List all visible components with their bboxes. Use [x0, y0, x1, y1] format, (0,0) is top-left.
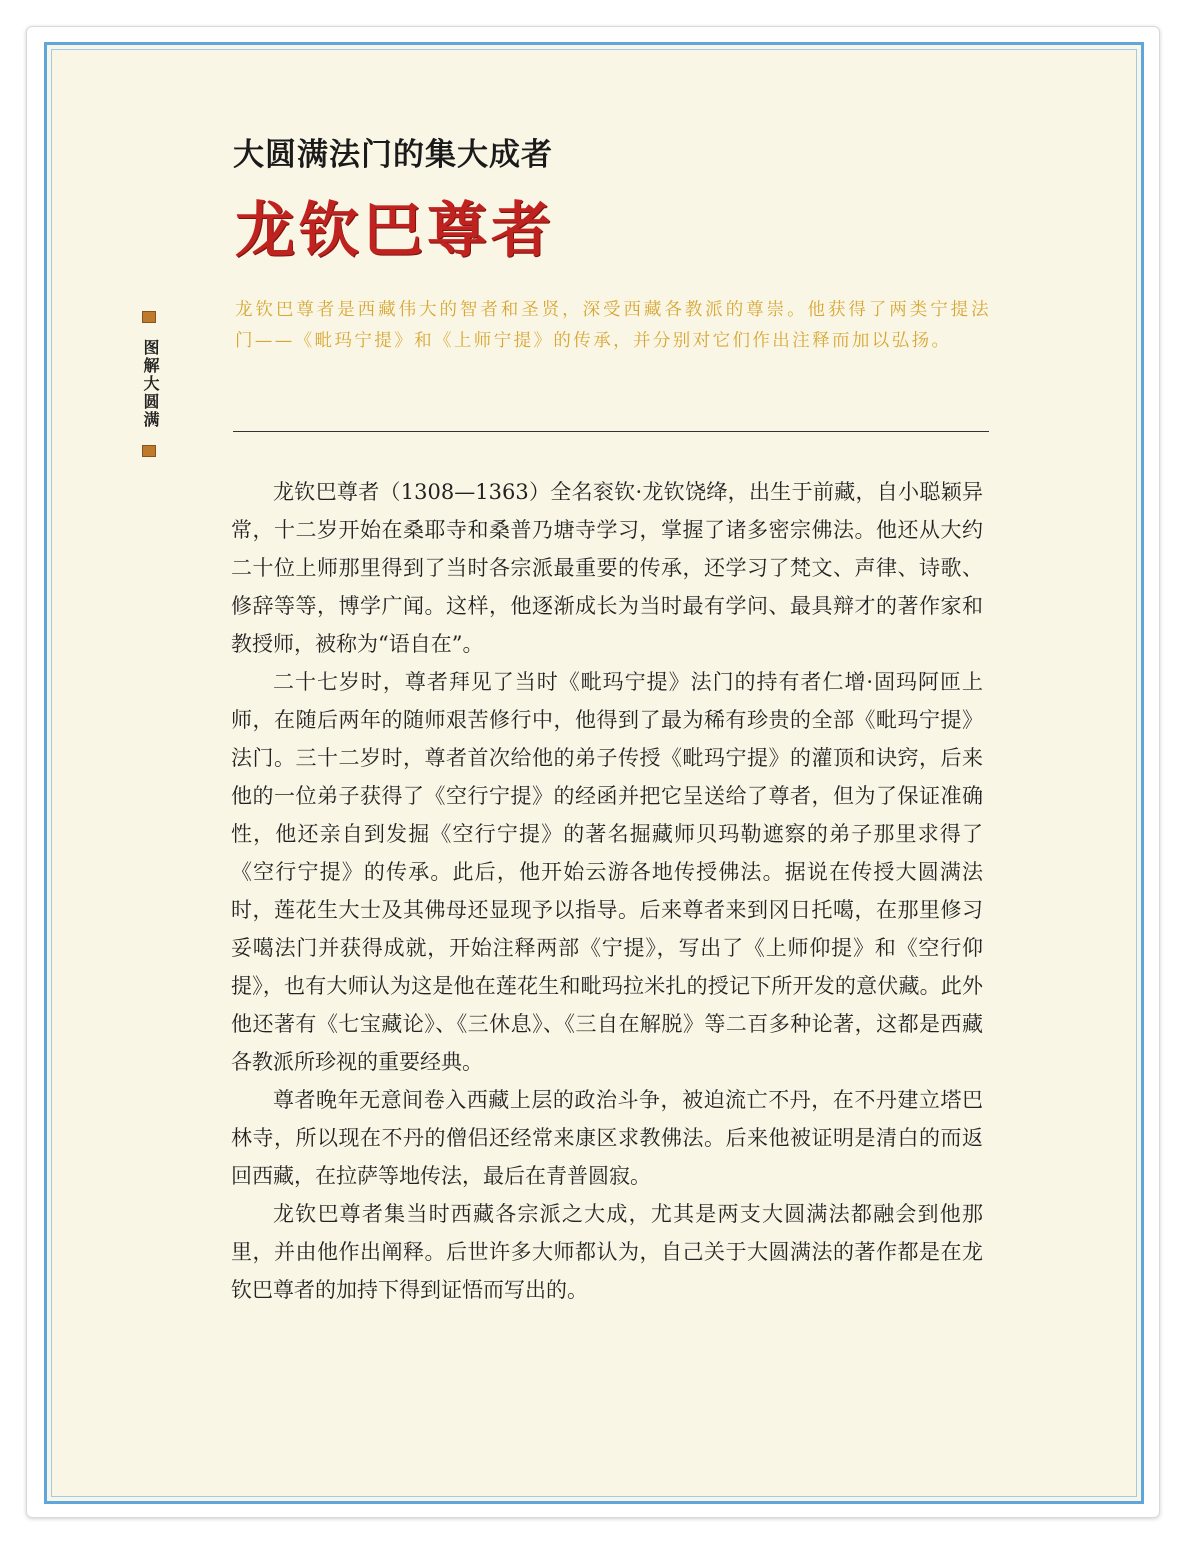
intro-paragraph: 龙钦巴尊者是西藏伟大的智者和圣贤，深受西藏各教派的尊崇。他获得了两类宁提法门——《毗玛宁提》和《上师宁提》的传承，并分别对它们作出注释而加以弘扬。	[235, 300, 991, 351]
side-label: 图解大圆满	[141, 339, 160, 429]
page-subtitle: 大圆满法门的集大成者	[233, 137, 553, 173]
seal-mark-top	[142, 311, 156, 323]
page-title: 龙钦巴尊者	[235, 196, 555, 266]
section-divider	[233, 431, 989, 432]
body-text	[231, 473, 983, 1309]
seal-mark-bottom	[142, 445, 156, 457]
side-running-head	[139, 311, 159, 457]
body-paragraph-2: 二十七岁时，尊者拜见了当时《毗玛宁提》法门的持有者仁增·固玛阿匝上师，在随后两年的随师艰苦修行中，他得到了最为稀有珍贵的全部《毗玛宁提》法门。三十二岁时，尊者首次给他的弟子传授《毗玛宁提》的灌顶和诀窍，后来他的一位弟子获得了《空行宁提》的经函并把它呈送给了尊者，但为了保证准确性，他还亲自到发掘《空行宁提》的著名掘藏师贝玛勒遮察的弟子那里求得了《空行宁提》的传承。此后，他开始云游各地传授佛法。据说在传授大圆满法时，莲花生大士及其佛母还显现予以指导。后来尊者来到冈日托噶，在那里修习妥噶法门并获得成就，开始注释两部《宁提》，写出了《上师仰提》和《空行仰提》，也有大师认为这是他在莲花生和毗玛拉米扎的授记下所开发的意伏藏。此外他还著有《七宝藏论》、《三休息》、《三自在解脱》等二百多种论著，这都是西藏各教派所珍视的重要经典。	[231, 670, 983, 1074]
body-paragraph-3: 尊者晚年无意间卷入西藏上层的政治斗争，被迫流亡不丹，在不丹建立塔巴林寺，所以现在不丹的僧侣还经常来康区求教佛法。后来他被证明是清白的而返回西藏，在拉萨等地传法，最后在青普圆寂。	[231, 1088, 983, 1188]
body-paragraph-1: 龙钦巴尊者（1308—1363）全名衮钦·龙钦饶绛，出生于前藏，自小聪颖异常，十二岁开始在桑耶寺和桑普乃塘寺学习，掌握了诸多密宗佛法。他还从大约二十位上师那里得到了当时各宗派最重要的传承，还学习了梵文、声律、诗歌、修辞等等，博学广闻。这样，他逐渐成长为当时最有学问、最具辩才的著作家和教授师，被称为“语自在”。	[231, 480, 983, 656]
body-paragraph-4: 龙钦巴尊者集当时西藏各宗派之大成，尤其是两支大圆满法都融会到他那里，并由他作出阐释。后世许多大师都认为，自己关于大圆满法的著作都是在龙钦巴尊者的加持下得到证悟而写出的。	[231, 1202, 983, 1302]
book-page	[44, 42, 1144, 1504]
